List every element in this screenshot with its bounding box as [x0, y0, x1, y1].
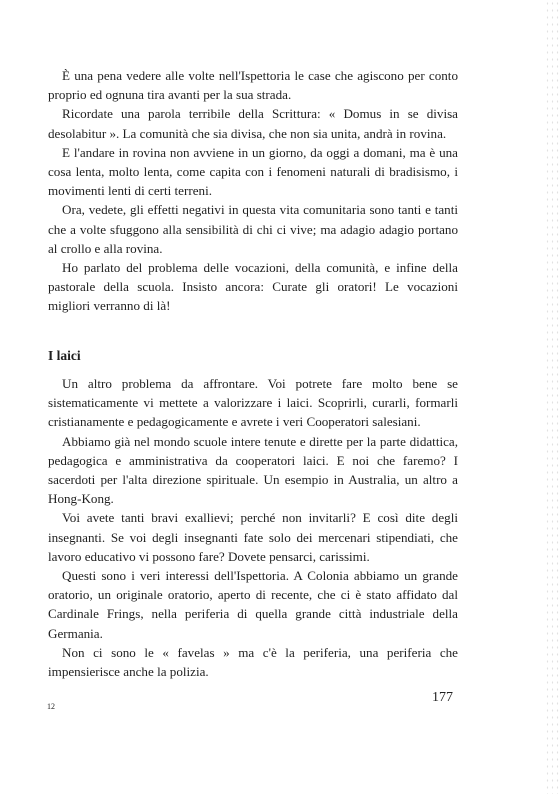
- section-heading: I laici: [48, 348, 81, 363]
- paragraph: E l'andare in rovina non avviene in un giorno, da oggi a domani, ma è una cosa lenta, molto lenta, come capita con i fenomeni naturali di bradisismo, i movimenti lenti di certi terreni.: [48, 144, 458, 199]
- paragraph: Abbiamo già nel mondo scuole intere tenute e dirette per la parte didattica, pedagogica e amministrativa da cooperatori laici. E noi che faremo? I sacerdoti per l'alta direzione spirituale. Un esempio in Australia, un altro a Hong-Kong.: [48, 433, 458, 507]
- paragraph: Un altro problema da affrontare. Voi potrete fare molto bene se sistematicamente vi mettete a valorizzare i laici. Scoprirli, curarli, formarli cristianamente e pedagogicamente e avrete i veri Cooperatori salesiani.: [48, 376, 458, 430]
- paragraph: Questi sono i veri interessi dell'Ispettoria. A Colonia abbiamo un grande oratorio, un originale oratorio, aperto di recente, che ci è stato affidato dal Cardinale Frings, nella periferia di quella grande città industriale della Germania.: [48, 568, 458, 641]
- scan-edge-noise: [545, 0, 559, 794]
- paragraph: Ho parlato del problema delle vocazioni, della comunità, e infine della pastorale della scuola. Insisto ancora: Curate gli oratori! Le vocazioni migliori verranno di là!: [48, 260, 458, 314]
- paragraph: Voi avete tanti bravi exallievi; perché non invitarli? E così dite degli insegnanti. Se voi degli insegnanti fate solo dei mercenari stipendiati, che lavoro educativo vi possono fare? Dovete pensarci, carissimi.: [48, 510, 458, 564]
- section-laici: [48, 374, 458, 681]
- paragraph: Non ci sono le « favelas » ma c'è la periferia, una periferia che impensierisce anche la polizia.: [48, 644, 458, 680]
- paragraph: Ora, vedete, gli effetti negativi in questa vita comunitaria sono tanti e tanti che a volte sfuggono alla sensibilità di chi ci vive; ma adagio adagio portano al crollo e alla rovina.: [48, 202, 458, 256]
- paragraph: Ricordate una parola terribile della Scrittura: « Domus in se divisa desolabitur ». La comunità che sia divisa, che non sia unita, andrà in rovina.: [48, 106, 458, 141]
- section-community: [48, 66, 458, 316]
- page-number: 177: [432, 690, 453, 705]
- signature-mark: 12: [47, 702, 55, 711]
- paragraph: È una pena vedere alle volte nell'Ispettoria le case che agiscono per conto proprio ed ognuna tira avanti per la sua strada.: [48, 68, 458, 103]
